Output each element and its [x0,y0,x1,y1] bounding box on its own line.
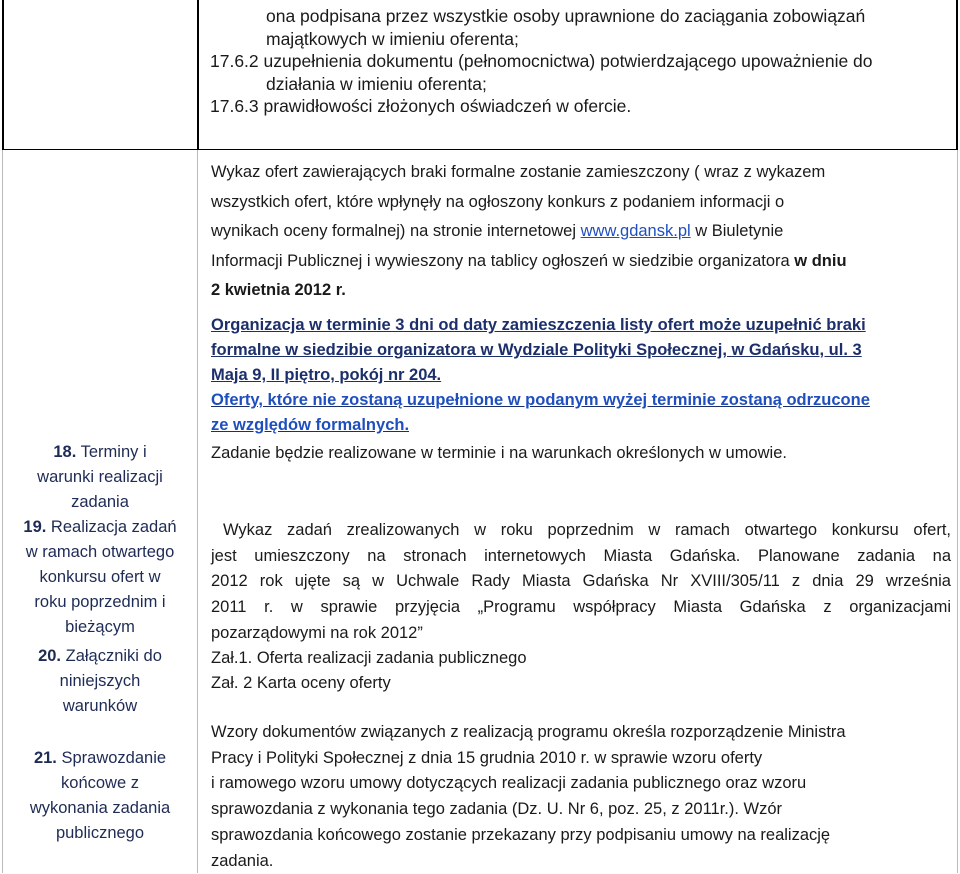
text-line: formalne w siedzibie organizatora w Wydziale Polityki Społecznej, w Gdańsku, ul. 3 [211,341,862,359]
text-line: Zał.1. Oferta realizacji zadania publicznego [211,649,527,667]
text-line: pozarządowymi na rok 2012” [211,623,423,642]
table-border-left [2,0,4,150]
text-line: i ramowego wzoru umowy dotyczących realizacji zadania publicznego oraz wzoru [211,774,807,793]
text-line: ze względów formalnych. [211,416,410,434]
table-border-mid [197,0,199,150]
text-line: Pracy i Polityki Społecznej z dnia 15 grudnia 2010 r. w sprawie wzoru oferty [211,748,763,767]
text-line: Oferty, które nie zostaną uzupełnione w podanym wyżej terminie zostaną odrzucone [211,391,870,409]
section-19-text [211,518,951,646]
text-line: sprawozdania końcowego zostanie przekazany przy podpisaniu umowy na realizację [211,825,831,844]
wykaz-paragraph [211,158,946,306]
text-line: Wykaz ofert zawierających braki formalne zostanie zamieszczony ( wraz z wykazem [211,163,826,181]
text-line: 2011 r. w sprawie przyjęcia „Programu współpracy Miasta Gdańska z organizacjami [211,598,951,617]
section-19-label: 19. Realizacja zadań w ramach otwartego konkursu ofert w roku poprzednim i bieżącym [23,518,177,636]
text-line: Maja 9, II piętro, pokój nr 204. [211,366,442,384]
text-line: działania w imieniu oferenta; [266,73,487,94]
text-line: Wzory dokumentów związanych z realizacją programu określa rozporządzenie Ministra [211,723,846,741]
text-line: Zał. 2 Karta oceny oferty [211,674,391,692]
text-line: Wykaz zadań zrealizowanych w roku poprzednim w ramach otwartego konkursu ofert, [223,521,951,539]
table-border-right-lower [957,150,958,873]
text-line: Informacji Publicznej i wywieszony na tablicy ogłoszeń w siedzibie organizatora w dniu [211,251,847,270]
section-20-label: 20. Załączniki do niniejszych warunków [38,647,162,715]
table-border-right [956,0,958,150]
section-20-text [211,646,527,696]
section-21-label: 21. Sprawozdanie końcowe z wykonania zadania publicznego [29,749,171,842]
text-line: majątkowych w imieniu oferenta; [266,28,519,49]
table-border-mid-lower [197,150,198,873]
text-line: 2012 rok ujęte są w Uchwale Rady Miasta Gdańska Nr XVIII/305/11 z dnia 29 września [211,572,951,591]
text-line: jest umieszczony na stronach internetowych Miasta Gdańska. Planowane zadania na [211,546,951,565]
text-line: ona podpisana przez wszystkie osoby uprawnione do zaciągania zobowiązań [266,6,866,26]
section-18-label: 18. Terminy i warunki realizacji zadania [37,443,163,511]
table-row-divider [2,149,958,150]
date-text: 2 kwietnia 2012 r. [211,281,346,299]
website-link[interactable]: www.gdansk.pl [580,222,691,240]
text-line: wszystkich ofert, które wpłynęły na ogłoszony konkurs z podaniem informacji o [211,192,785,211]
section-21-text [211,720,846,874]
text-line: wynikach oceny formalnej) na stronie internetowej www.gdansk.pl w Biuletynie [211,222,784,240]
table-border-left-lower [2,150,3,873]
organizacja-notice [211,313,951,438]
text-line: sprawozdania z wykonania tego zadania (Dz. U. Nr 6, poz. 25, z 2011r.). Wzór [211,800,783,819]
text-line: 17.6.3 prawidłowości złożonych oświadczeń w ofercie. [210,96,632,116]
text-line: Organizacja w terminie 3 dni od daty zamieszczenia listy ofert może uzupełnić braki [211,316,866,334]
continuation-paragraph [210,5,952,118]
text-line: zadania. [211,851,274,870]
text-line: 17.6.2 uzupełnienia dokumentu (pełnomocnictwa) potwierdzającego upoważnienie do [210,51,873,71]
section-18-text: Zadanie będzie realizowane w terminie i na warunkach określonych w umowie. [211,444,787,462]
